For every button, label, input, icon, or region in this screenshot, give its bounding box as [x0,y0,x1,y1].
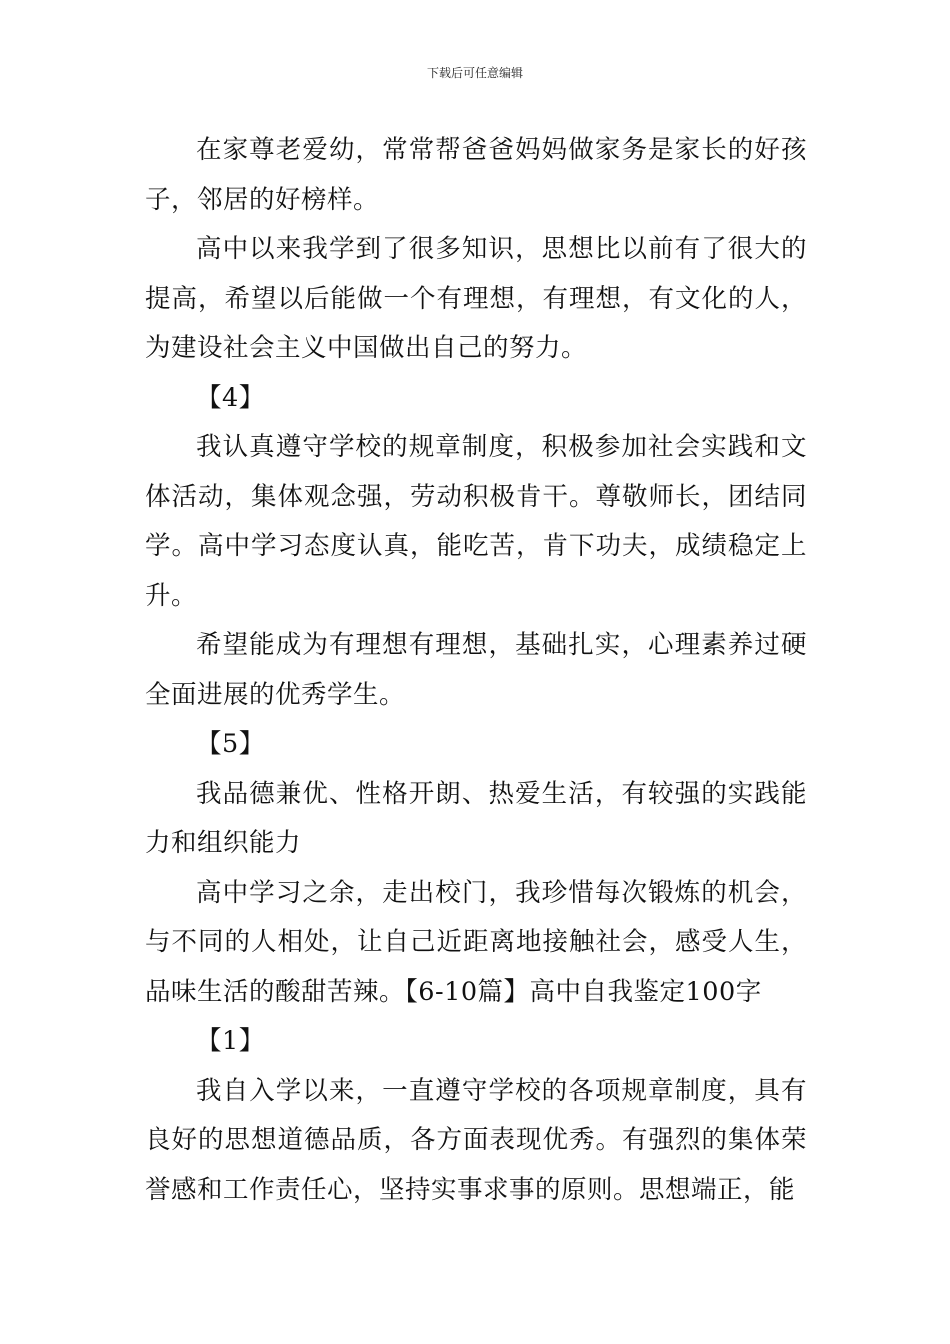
paragraph: 高中学习之余，走出校门，我珍惜每次锻炼的机会，与不同的人相处，让自己近距离地接触社会，感受人生，品味生活的酸甜苦辣。【6-10篇】高中自我鉴定100字 [145,877,807,1007]
section-number: 【1】 [196,1026,265,1056]
paragraph: 我品德兼优、性格开朗、热爱生活，有较强的实践能力和组织能力 [145,778,807,858]
paragraph: 高中以来我学到了很多知识，思想比以前有了很大的提高，希望以后能做一个有理想，有理想，有文化的人，为建设社会主义中国做出自己的努力。 [145,234,807,363]
page-header: 下载后可任意编辑 [426,66,523,80]
paragraph: 在家尊老爱幼，常常帮爸爸妈妈做家务是家长的好孩子，邻居的好榜样。 [145,135,807,215]
paragraph: 希望能成为有理想有理想，基础扎实，心理素养过硬全面进展的优秀学生。 [145,630,807,710]
section-number: 【5】 [196,729,265,759]
paragraph: 我认真遵守学校的规章制度，积极参加社会实践和文体活动，集体观念强，劳动积极肯干。尊敬师长，团结同学。高中学习态度认真，能吃苦，肯下功夫，成绩稳定上升。 [145,432,807,611]
paragraph: 我自入学以来，一直遵守学校的各项规章制度，具有良好的思想道德品质，各方面表现优秀。有强烈的集体荣誉感和工作责任心，坚持实事求事的原则。思想端正，能 [145,1075,807,1205]
section-number: 【4】 [196,382,265,413]
document-body [145,126,807,1215]
